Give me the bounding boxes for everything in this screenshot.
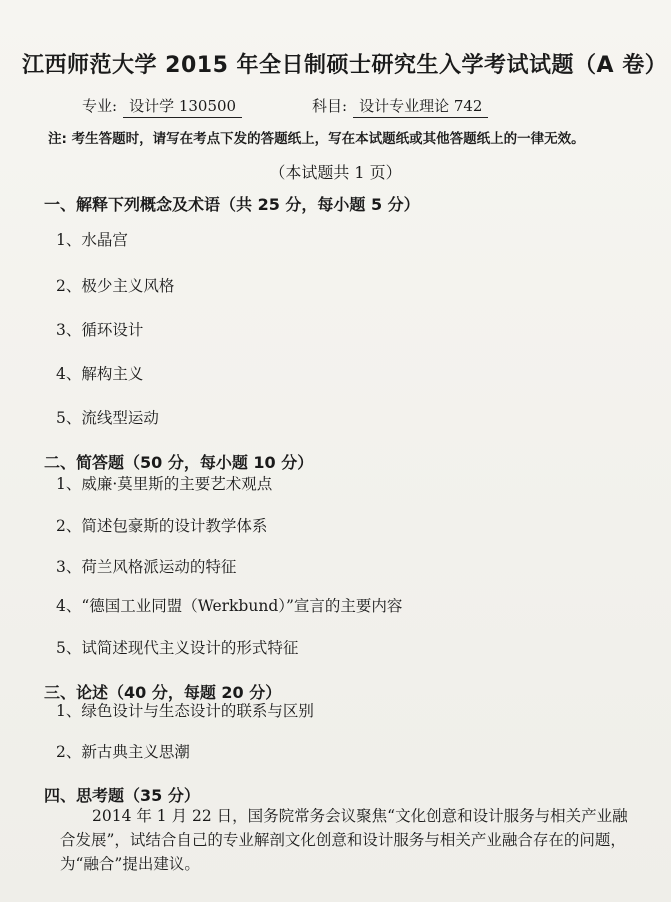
- section-3-item-2: 2、新古典主义思潮: [56, 743, 190, 761]
- paragraph-line-3: 为“融合”提出建议。: [60, 855, 200, 873]
- exam-title: 江西师范大学 2015 年全日制硕士研究生入学考试试题（A 卷）: [22, 53, 668, 78]
- section-1-item-1: 1、水晶宫: [56, 231, 128, 249]
- section-3-item-1: 1、绿色设计与生态设计的联系与区别: [56, 702, 314, 720]
- section-1-item-4: 4、解构主义: [56, 365, 144, 383]
- section-1-item-2: 2、极少主义风格: [56, 277, 175, 295]
- exam-note: 注: 考生答题时，请写在考点下发的答题纸上，写在本试题纸或其他答题纸上的一律无效。: [48, 131, 585, 147]
- section-2-item-3: 3、荷兰风格派运动的特征: [56, 558, 237, 576]
- section-4-heading: 四、思考题（35 分）: [44, 786, 200, 805]
- section-2-item-4: 4、“德国工业同盟（Werkbund）”宣言的主要内容: [56, 597, 403, 615]
- paragraph-line-2: 合发展”，试结合自己的专业解剖文化创意和设计服务与相关产业融合存在的问题，: [60, 831, 626, 849]
- subject-line: [312, 95, 488, 118]
- subject-value: 设计专业理论 742: [353, 95, 488, 118]
- subject-label: 科目:: [312, 97, 348, 115]
- section-2-item-5: 5、试简述现代主义设计的形式特征: [56, 639, 299, 657]
- section-2-heading: 二、简答题（50 分，每小题 10 分）: [44, 453, 314, 472]
- paragraph-line-1: 2014 年 1 月 22 日，国务院常务会议聚焦“文化创意和设计服务与相关产业融: [92, 807, 628, 825]
- section-2-item-2: 2、简述包豪斯的设计教学体系: [56, 517, 268, 535]
- major-value: 设计学 130500: [123, 95, 242, 118]
- section-1-item-5: 5、流线型运动: [56, 409, 159, 427]
- section-2-item-1: 1、威廉·莫里斯的主要艺术观点: [56, 475, 273, 493]
- major-line: [82, 95, 242, 118]
- section-4-paragraph: [60, 804, 640, 876]
- page-count: （本试题共 1 页）: [269, 163, 402, 182]
- section-1-item-3: 3、循环设计: [56, 321, 144, 339]
- section-3-heading: 三、论述（40 分，每题 20 分）: [44, 683, 282, 702]
- section-1-heading: 一、解释下列概念及术语（共 25 分，每小题 5 分）: [44, 195, 420, 214]
- major-label: 专业:: [82, 97, 118, 115]
